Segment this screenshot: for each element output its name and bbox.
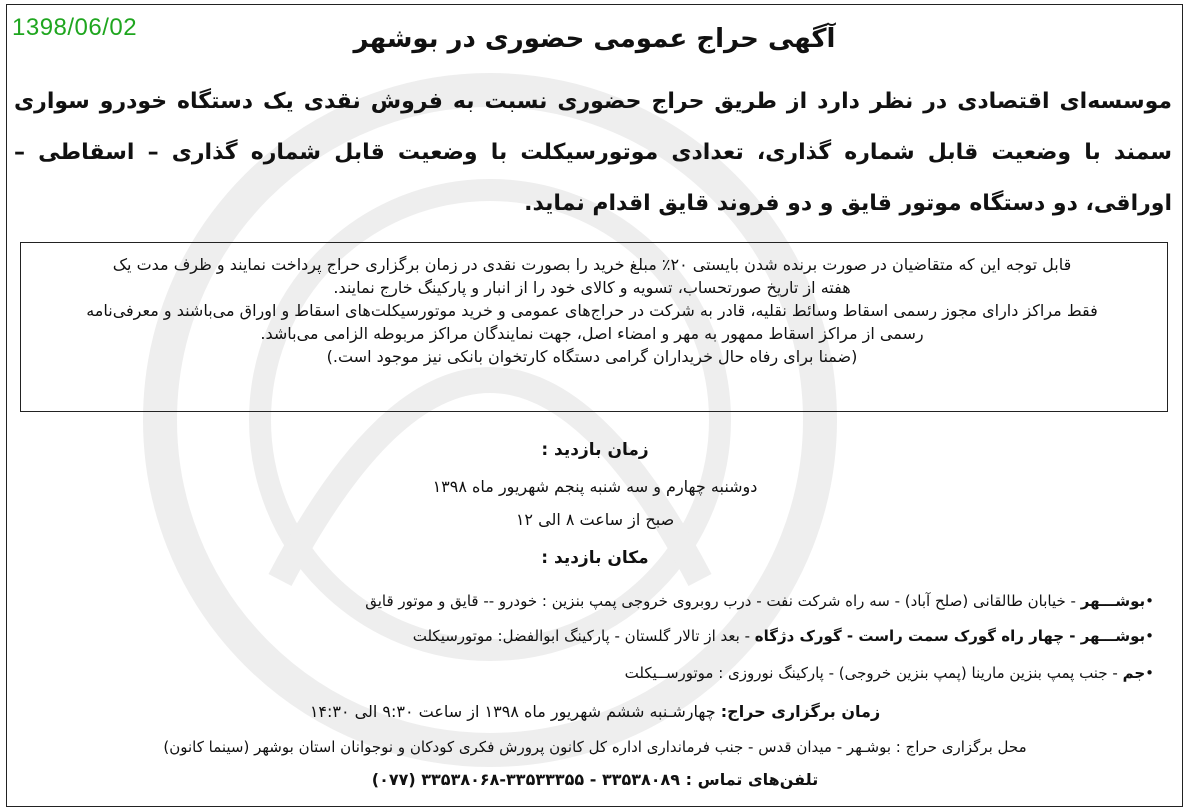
location-city: بوشـــهر xyxy=(1080,592,1146,610)
location-city: جم xyxy=(1122,664,1146,682)
auction-time-label: زمان برگزاری حراج: xyxy=(720,702,881,721)
bullet: • xyxy=(1145,627,1154,645)
notice-line: رسمی از مراکز اسقاط ممهور به مهر و امضاء اصل، جهت نمایندگان مراکز مربوطه الزامی می‌باشد. xyxy=(260,324,924,343)
visit-time-heading: زمان بازدید : xyxy=(541,440,649,460)
visit-hours: صبح از ساعت ۸ الی ۱۲ xyxy=(515,510,675,529)
notice-line: هفته از تاریخ صورتحساب، تسویه و کالای خود را از انبار و پارکینگ خارج نمایند. xyxy=(333,278,851,297)
date-stamp: 1398/06/02 xyxy=(12,14,138,41)
notice-line: فقط مراکز دارای مجوز رسمی اسقاط وسائط نقلیه، قادر به شرکت در حراج‌های عمومی و خرید موتورسیکلت‌های اسقاط و اوراق می‌باشند و معرفی‌نامه xyxy=(86,301,1098,320)
location-city: بوشـــهر - چهار راه گورک سمت راست - گورک دژگاه xyxy=(754,627,1146,645)
intro-paragraph: موسسه‌ای اقتصادی در نظر دارد از طریق حراج حضوری نسبت به فروش نقدی یک دستگاه خودرو سواری سمند با وضعیت قابل شماره گذاری، تعدادی موتورسیکلت با وضعیت قابل شماره گذاری – اسقاطی – اوراقی، دو دستگاه موتور قایق و دو فروند قایق اقدام نماید. xyxy=(14,89,1172,216)
auction-place: محل برگزاری حراج : بوشـهر - میدان قدس - جنب فرمانداری اداره کل کانون پرورش فکری کودکان و نوجوانان استان بوشهر (سینما کانون) xyxy=(163,738,1027,756)
notice-line: (ضمنا برای رفاه حال خریداران گرامی دستگاه کارتخوان بانکی نیز موجود است.) xyxy=(326,347,858,366)
contact-numbers: ۳۳۵۳۸۰۸۹ - ۳۳۵۳۳۳۵۵-۳۳۵۳۸۰۶۸ (۰۷۷) xyxy=(371,770,686,789)
location-detail: - خیابان طالقانی (صلح آباد) - سه راه شرکت نفت - درب روبروی خروجی پمپ بنزین : خودرو -- قایق و موتور قایق xyxy=(365,592,1081,610)
bullet: • xyxy=(1145,592,1154,610)
contact-label: تلفن‌های تماس : xyxy=(685,770,819,789)
visit-place-heading: مکان بازدید : xyxy=(541,548,649,568)
auction-time-value: چهارشـنبه ششم شهریور ماه ۱۳۹۸ از ساعت ۹:۳۰ الی ۱۴:۳۰ xyxy=(309,702,721,721)
auction-time xyxy=(20,702,1170,721)
bullet: • xyxy=(1145,664,1154,682)
notice-line: قابل توجه این که متقاضیان در صورت برنده شدن بایستی ۲۰٪ مبلغ خرید را بصورت نقدی در زمان برگزاری حراج پرداخت نمایند و ظرف مدت یک xyxy=(112,255,1072,274)
contact-phones xyxy=(20,770,1170,789)
location-detail: - جنب پمپ بنزین مارینا (پمپ بنزین خروجی) - پارکینگ نوروزی : موتورســیکلت xyxy=(624,664,1123,682)
location-detail: - بعد از تالار گلستان - پارکینگ ابوالفضل: موتورسیکلت xyxy=(412,627,755,645)
visit-location-item xyxy=(20,592,1154,610)
visit-location-item xyxy=(20,664,1154,682)
visit-days: دوشنبه چهارم و سه شنبه پنجم شهریور ماه ۱۳۹۸ xyxy=(432,477,758,496)
visit-location-item xyxy=(20,627,1154,645)
ad-title: آگهی حراج عمومی حضوری در بوشهر xyxy=(353,24,836,54)
notice-box xyxy=(20,242,1168,412)
